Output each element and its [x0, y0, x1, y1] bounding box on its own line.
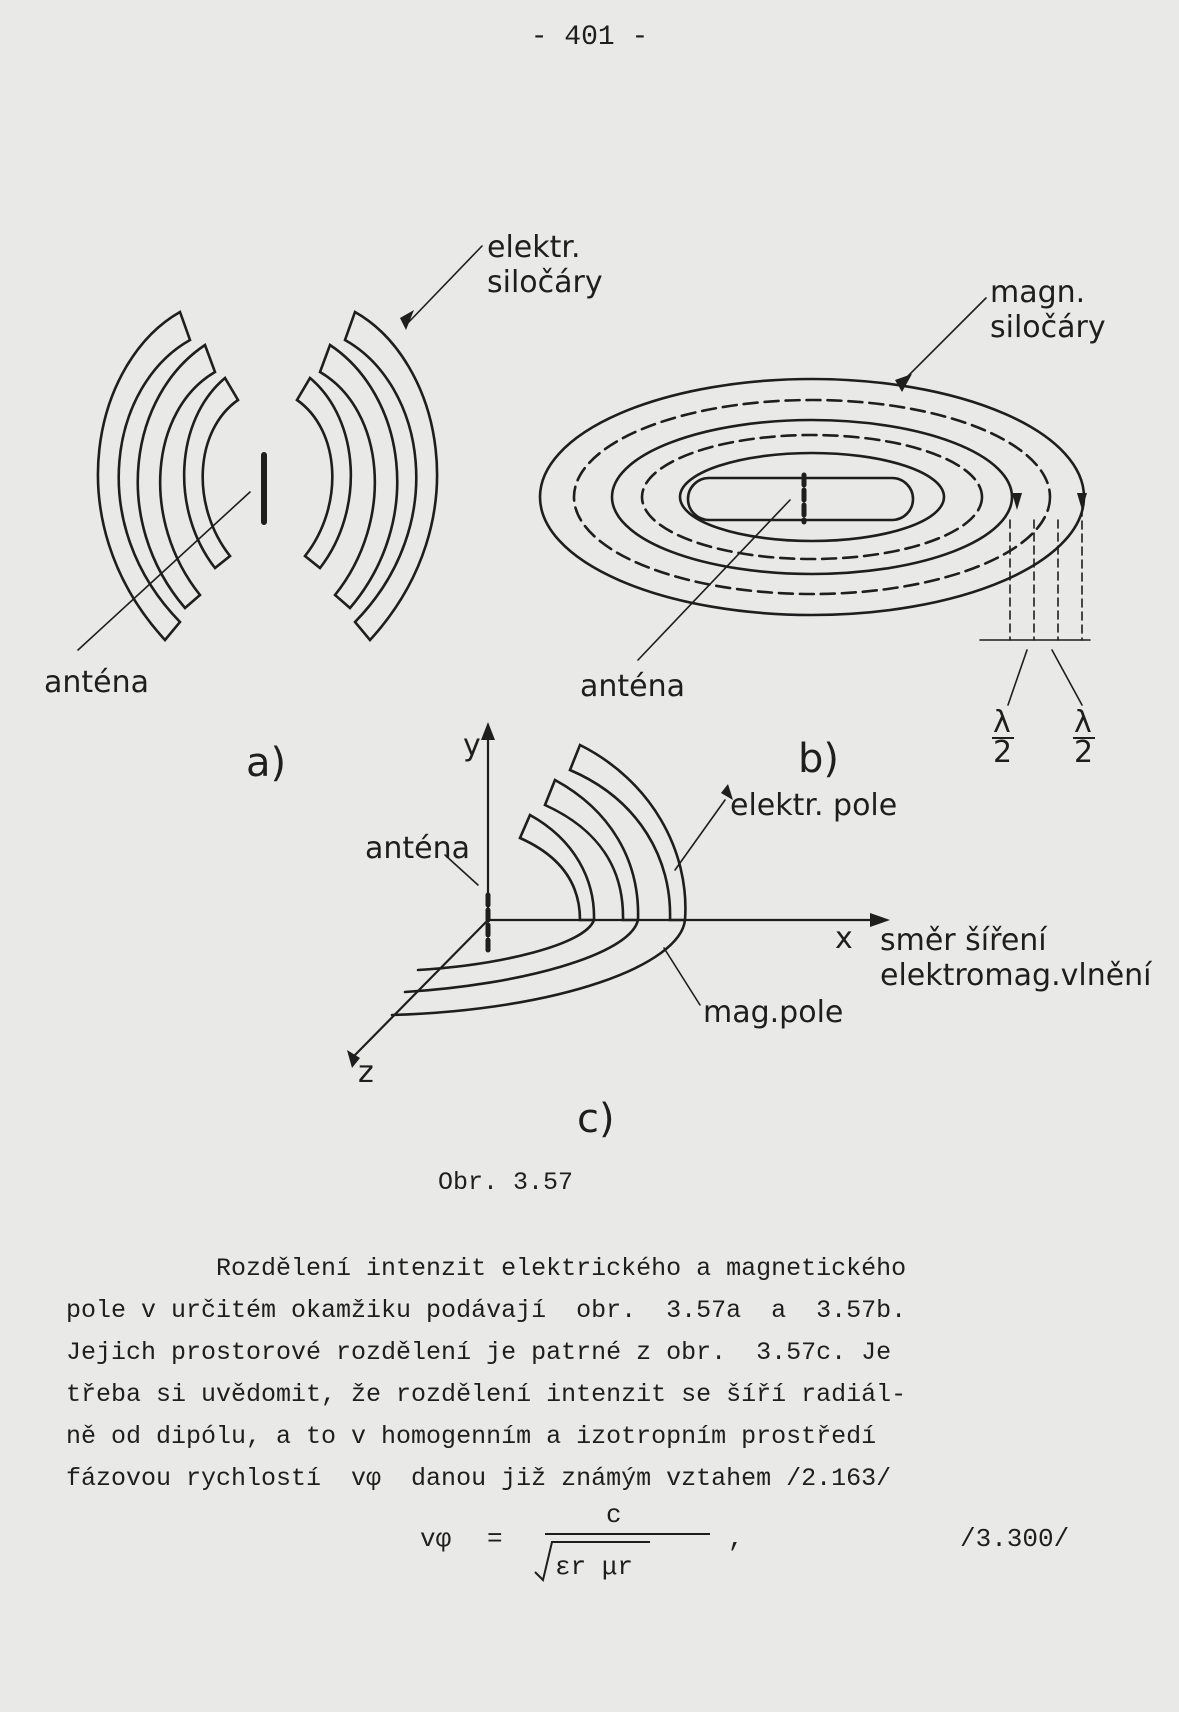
- equation-3-300: [0, 1502, 1179, 1592]
- equation-number: /3.300/: [960, 1524, 1070, 1554]
- figure-caption: Obr. 3.57: [438, 1168, 574, 1197]
- label-magn-silocary-2: siločáry: [990, 310, 1106, 345]
- lambda-1-denominator: 2: [993, 735, 1013, 770]
- paragraph-line: Jejich prostorové rozdělení je patrné z obr. 3.57c. Je: [66, 1338, 892, 1367]
- electric-field-loops-left: [98, 312, 238, 640]
- paragraph-line: pole v určitém okamžiku podávají obr. 3.57a a 3.57b.: [66, 1296, 907, 1325]
- lambda-1-numerator: λ: [993, 705, 1011, 740]
- paragraph-line: ně od dipólu, a to v homogenním a izotropním prostředí: [66, 1422, 877, 1451]
- label-mag-pole: mag.pole: [703, 995, 844, 1030]
- label-elektr-pole: elektr. pole: [730, 788, 898, 823]
- label-part-c: c): [577, 1096, 615, 1140]
- magnetic-field-loops: [540, 379, 1084, 615]
- axis-y-label: y: [463, 728, 481, 763]
- axis-x-label: x: [835, 921, 853, 956]
- equation-numerator: c: [606, 1502, 622, 1530]
- equation-comma: ,: [728, 1524, 744, 1554]
- label-direction-1: směr šíření: [880, 923, 1047, 958]
- electric-field-loops-right: [297, 312, 437, 640]
- label-part-a: a): [246, 740, 287, 786]
- lambda-2-numerator: λ: [1074, 705, 1092, 740]
- label-direction-2: elektromag.vlnění: [880, 958, 1152, 993]
- equation-denominator: εr μr: [555, 1552, 634, 1582]
- paragraph-line: třeba si uvědomit, že rozdělení intenzit se šíří radiál-: [66, 1380, 907, 1409]
- equation-equals: =: [487, 1524, 503, 1554]
- label-antena-c: anténa: [365, 831, 471, 866]
- label-antena-b: anténa: [580, 669, 686, 704]
- label-elektr-silocary-1: elektr.: [487, 230, 581, 265]
- body-paragraph: [66, 1248, 1026, 1500]
- magnetic-field-arcs-3d: [392, 920, 685, 1015]
- paragraph-line: fázovou rychlostí vφ danou již známým vztahem /2.163/: [66, 1464, 892, 1493]
- label-antena-a: anténa: [44, 665, 150, 700]
- label-part-b: b): [798, 736, 839, 782]
- equation-lhs: vφ: [420, 1524, 452, 1554]
- page-number: - 401 -: [530, 22, 649, 53]
- paragraph-line: Rozdělení intenzit elektrického a magnetického: [66, 1254, 907, 1283]
- label-elektr-silocary-2: siločáry: [487, 265, 603, 300]
- electric-field-loops-3d: [520, 745, 685, 920]
- axis-z-label: z: [358, 1055, 374, 1090]
- label-magn-silocary-1: magn.: [990, 275, 1086, 310]
- lambda-2-denominator: 2: [1074, 735, 1094, 770]
